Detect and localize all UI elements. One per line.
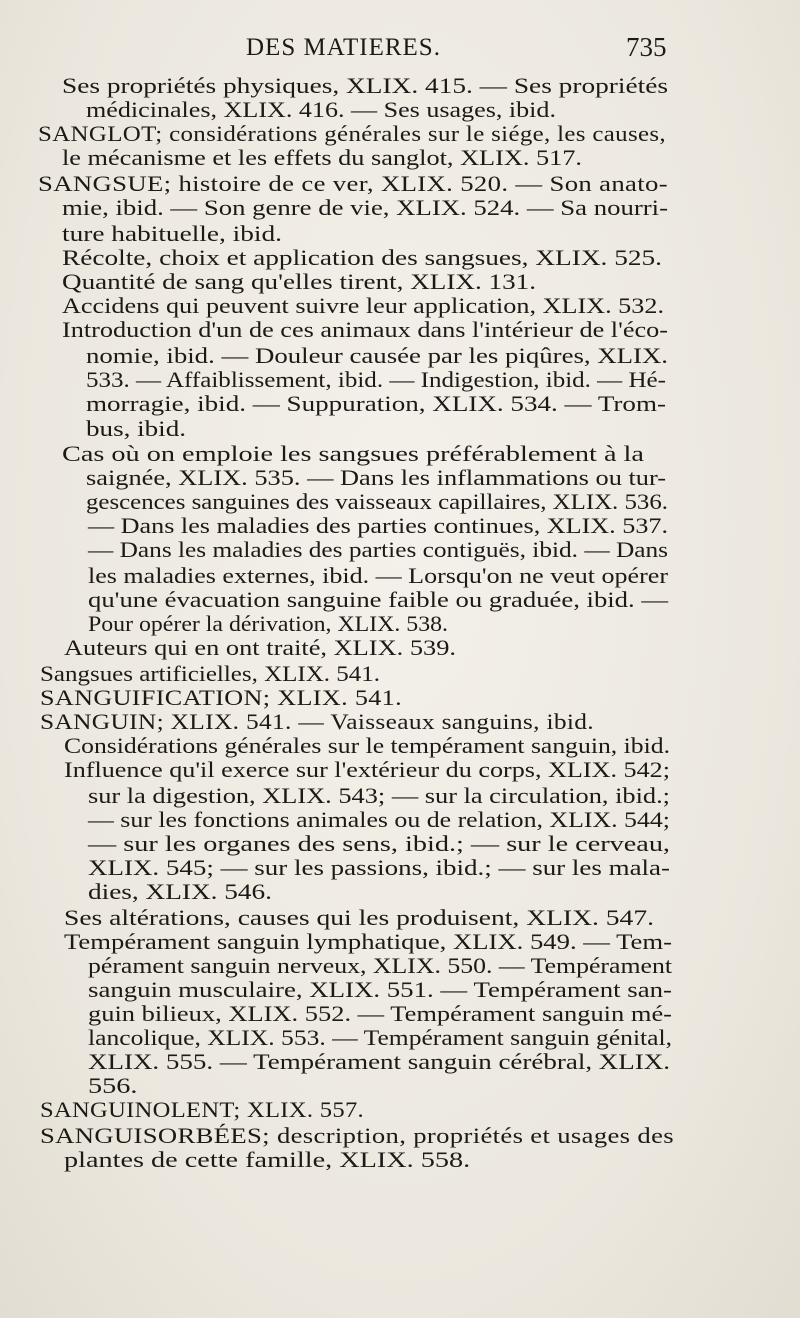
index-line: nomie, ibid. — Douleur causée par les piqûres, XLIX. (86, 343, 668, 368)
index-line: — sur les fonctions animales ou de relation, XLIX. 544; (88, 807, 670, 832)
index-line: 556. (88, 1073, 138, 1098)
index-line: Influence qu'il exerce sur l'extérieur du corps, XLIX. 542; (64, 757, 670, 782)
index-line: guin bilieux, XLIX. 552. — Tempérament sanguin mé- (88, 1001, 672, 1026)
index-line: 533. — Affaiblissement, ibid. — Indigestion, ibid. — Hé- (86, 367, 666, 392)
index-line: ture habituelle, ibid. (62, 221, 282, 246)
index-line: Considérations générales sur le tempérament sanguin, ibid. (64, 733, 670, 758)
index-line: XLIX. 555. — Tempérament sanguin cérébral, XLIX. (88, 1049, 670, 1074)
index-line: sanguin musculaire, XLIX. 551. — Tempérament san- (88, 977, 672, 1002)
index-line: SANGUINOLENT; XLIX. 557. (40, 1097, 364, 1122)
index-line: Pour opérer la dérivation, XLIX. 538. (88, 611, 448, 636)
index-line: Cas où on emploie les sangsues préférablement à la (62, 441, 644, 466)
index-line: SANGSUE; histoire de ce ver, XLIX. 520. — Son anato- (38, 171, 668, 196)
index-line: — Dans les maladies des parties contiguës, ibid. — Dans (88, 537, 668, 562)
page-number: 735 (626, 32, 667, 62)
index-line: Tempérament sanguin lymphatique, XLIX. 549. — Tem- (64, 929, 672, 954)
index-line: bus, ibid. (86, 416, 186, 441)
index-line: qu'une évacuation sanguine faible ou graduée, ibid. — (88, 587, 668, 612)
index-line: Auteurs qui en ont traité, XLIX. 539. (64, 635, 456, 660)
index-line: mie, ibid. — Son genre de vie, XLIX. 524. — Sa nourri- (62, 195, 668, 220)
index-line: Sangsues artificielles, XLIX. 541. (40, 661, 381, 686)
index-line: le mécanisme et les effets du sanglot, XLIX. 517. (62, 145, 582, 170)
index-line: Ses propriétés physiques, XLIX. 415. — Ses propriétés (62, 73, 668, 98)
page-header (0, 34, 800, 68)
index-line: saignée, XLIX. 535. — Dans les inflammations ou tur- (86, 465, 666, 490)
running-title: DES MATIERES. (246, 34, 441, 61)
index-line: Quantité de sang qu'elles tirent, XLIX. 131. (62, 269, 536, 294)
index-line: dies, XLIX. 546. (88, 879, 272, 904)
index-line: pérament sanguin nerveux, XLIX. 550. — Tempérament (88, 953, 672, 978)
index-line: gescences sanguines des vaisseaux capillaires, XLIX. 536. (86, 489, 668, 514)
index-line: sur la digestion, XLIX. 543; — sur la circulation, ibid.; (88, 783, 670, 808)
index-line: Accidens qui peuvent suivre leur application, XLIX. 532. (62, 293, 664, 318)
index-line: SANGUIN; XLIX. 541. — Vaisseaux sanguins, ibid. (40, 709, 594, 734)
index-line: — sur les organes des sens, ibid.; — sur le cerveau, (88, 831, 670, 856)
index-line: SANGLOT; considérations générales sur le siége, les causes, (38, 121, 667, 146)
index-line: lancolique, XLIX. 553. — Tempérament sanguin génital, (88, 1025, 672, 1050)
index-line: — Dans les maladies des parties continues, XLIX. 537. (88, 513, 668, 538)
index-line: SANGUIFICATION; XLIX. 541. (40, 685, 402, 710)
index-line: Récolte, choix et application des sangsues, XLIX. 525. (62, 245, 662, 270)
index-line: médicinales, XLIX. 416. — Ses usages, ibid. (86, 97, 556, 122)
index-line: Introduction d'un de ces animaux dans l'intérieur de l'éco- (62, 317, 668, 342)
index-line: les maladies externes, ibid. — Lorsqu'on ne veut opérer (88, 563, 668, 588)
index-line: Ses altérations, causes qui les produisent, XLIX. 547. (64, 905, 654, 930)
index-line: SANGUISORBÉES; description, propriétés et usages des (40, 1123, 675, 1148)
index-line: morragie, ibid. — Suppuration, XLIX. 534. — Trom- (86, 391, 666, 416)
index-line: XLIX. 545; — sur les passions, ibid.; — sur les mala- (88, 855, 670, 880)
index-line: plantes de cette famille, XLIX. 558. (64, 1147, 471, 1172)
